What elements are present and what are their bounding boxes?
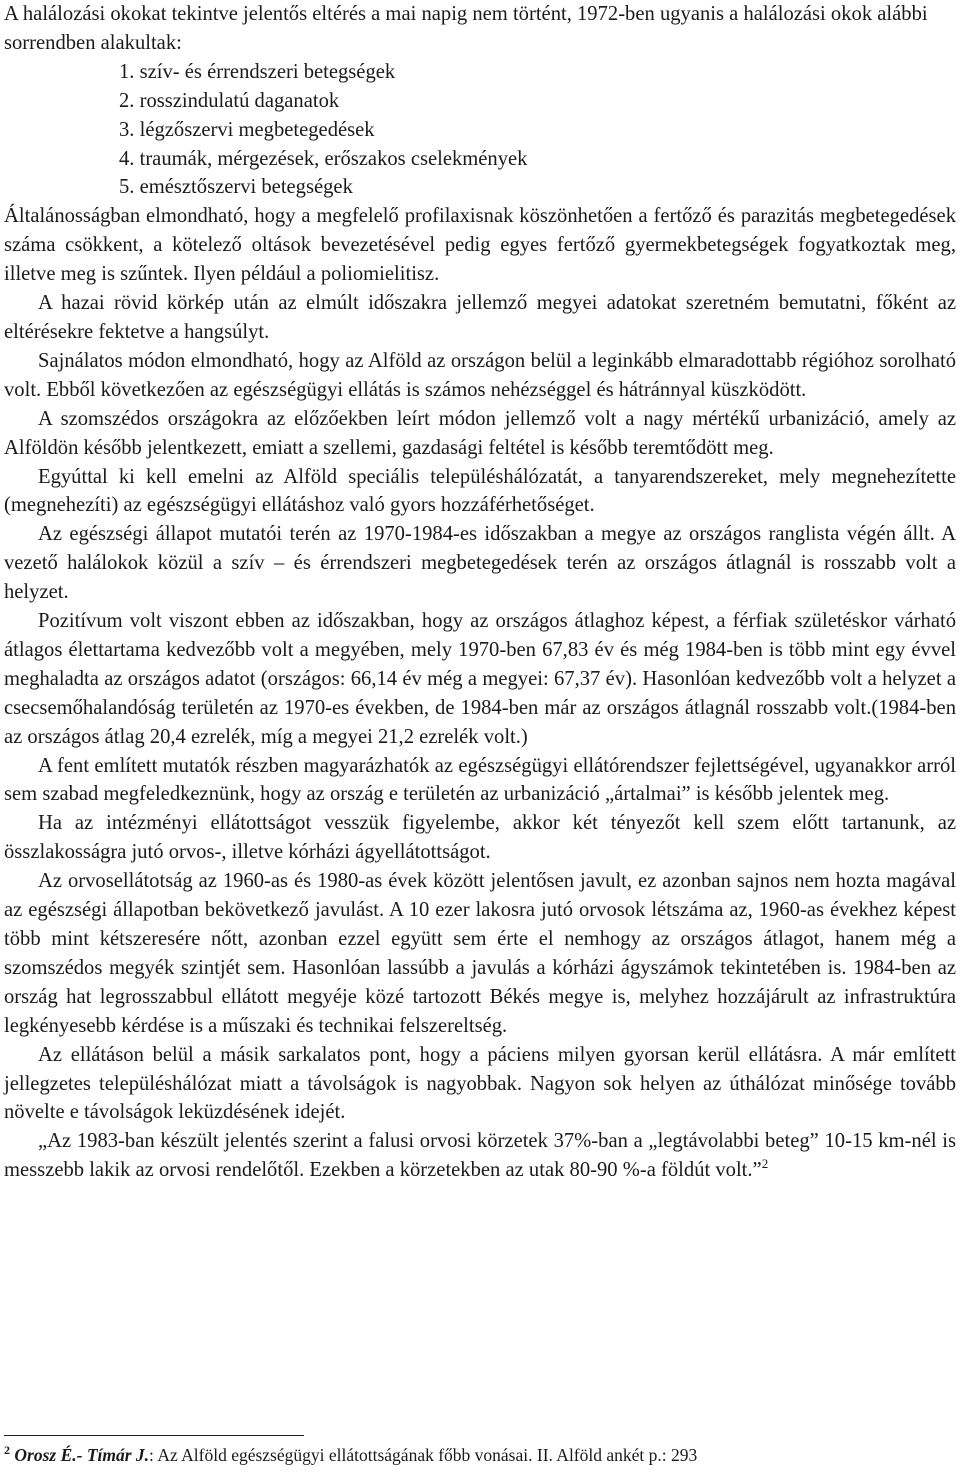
paragraph-orvosellatottsag: Az orvosellátotság az 1960-as és 1980-as évek között jelentősen javult, ez azonban sajnos nem hozta magával az egészségi állapotban bekövetkező javulást. A 10 ezer lakosra jutó orvosok létszáma az, 1960-as évekhez képest több mint kétszeresére nőtt, azonban ezzel együtt sem érte el nemhogy az országos átlagot, hanem még a szomszédos megyék szintjét sem. Hasonlóan lassúbb a javulás a kórházi ágyszámok tekintetében is. 1984-ben az ország hat legrosszabbul ellátott megyéje közé tartozott Békés megye is, melyhez hozzájárult az infrastruktúra legkényesebb kérdése is a műszaki és technikai felszereltség. (4, 870, 956, 1037)
paragraph-mutatok: A fent említett mutatók részben magyarázhatók az egészségügyi ellátórendszer fejlettségével, ugyanakkor arról sem szabad megfeledkeznünk, hogy az ország e területén az urbanizáció „ártalmai” is később jelentek meg. (4, 754, 956, 806)
paragraph-urbanizacio: A szomszédos országokra az előzőekben leírt módon jellemző volt a nagy mértékű urbanizáció, amely az Alföldön később jelentkezett, emiatt a szellemi, gazdasági feltétel is később teremtődött meg. (4, 407, 956, 459)
death-causes-list (4, 58, 956, 203)
list-item: 1. szív- és érrendszeri betegségek (119, 60, 396, 83)
footnote-reference[interactable]: 2 (761, 1156, 769, 1172)
paragraph-intezmenyi: Ha az intézményi ellátottságot vesszük figyelembe, akkor két tényezőt kell szem előtt tartanunk, az összlakosságra jutó orvos-, illetve kórházi ágyellátottságot. (4, 812, 956, 864)
list-item: 2. rosszindulatú daganatok (119, 89, 340, 112)
quote-text: „Az 1983-ban készült jelentés szerint a falusi orvosi körzetek 37%-ban a „legtávolabbi beteg” 10-15 km-nél is messzebb lakik az orvosi rendelőtől. Ezekben a körzetekben az utak 80-90 %-a földút volt.” (4, 1130, 956, 1182)
paragraph-korkep: A hazai rövid körkép után az elmúlt időszakra jellemző megyei adatokat szeretném bemutatni, főként az eltérésekre fektetve a hangsúlyt. (4, 292, 956, 343)
footnote-number: 2 (4, 1443, 10, 1458)
paragraph-profilaxis: Általánosságban elmondható, hogy a megfelelő profilaxisnak köszönhetően a fertőző és parazitás megbetegedések száma csökkent, a kötelező oltások bevezetésével pedig egyes fertőző gyermekbetegségek fogyatkoztak meg, illetve meg is szűntek. Ilyen például a poliomielitisz. (4, 205, 956, 286)
footnote (4, 1443, 934, 1467)
list-item: 5. emésztőszervi betegségek (119, 176, 353, 199)
footnote-divider (4, 1435, 304, 1436)
quote-paragraph (4, 1127, 956, 1185)
list-item: 4. traumák, mérgezések, erőszakos cselekmények (119, 147, 528, 170)
paragraph-alfold: Sajnálatos módon elmondható, hogy az Alföld az országon belül a leginkább elmaradottabb régióhoz sorolható volt. Ebből következően az egészségügyi ellátás is számos nehézséggel és hátránnyal küszködött. (4, 349, 956, 401)
list-item: 3. légzőszervi megbetegedések (119, 118, 375, 141)
paragraph-tanyarendszer: Egyúttal ki kell emelni az Alföld speciális településhálózatát, a tanyarendszereket, mely megnehezítette (megnehezíti) az egészségügyi ellátáshoz való gyors hozzáférhetőséget. (4, 465, 956, 517)
paragraph-pozitivum: Pozitívum volt viszont ebben az időszakban, hogy az országos átlaghoz képest, a férfiak születéskor várható átlagos élettartama kedvezőbb volt a megyében, mely 1970-ben 67,83 év és még 1984-ben is több mint egy évvel meghaladta az országos adatot (országos: 66,14 év még a megyei: 67,37 év). Hasonlóan kedvezőbb volt a helyzet a csecsemőhalandóság területén az 1970-es években, de 1984-ben már az országos átlagnál rosszabb volt.(1984-ben az országos átlag 20,4 ezrelék, míg a megyei 21,2 ezrelék volt.) (4, 610, 956, 748)
footnote-author: Orosz É.- Tímár J. (14, 1445, 150, 1465)
footnote-text: : Az Alföld egészségügyi ellátottságának főbb vonásai. II. Alföld ankét p.: 293 (149, 1445, 698, 1465)
paragraph-ellatas: Az ellátáson belül a másik sarkalatos pont, hogy a páciens milyen gyorsan kerül ellátásra. A már említett jellegzetes településhálózat miatt a távolságok is nagyobbak. Nagyon sok helyen az úthálózat minősége tovább növelte e távolságok leküzdésének idejét. (4, 1043, 956, 1124)
intro-paragraph: A halálozási okokat tekintve jelentős eltérés a mai napig nem történt, 1972-ben ugyanis a halálozási okok alábbi sorrendben alakultak: (4, 3, 928, 54)
paragraph-egeszsegi-allapot: Az egészségi állapot mutatói terén az 1970-1984-es időszakban a megye az országos ranglista végén állt. A vezető halálokok közül a szív – és érrendszeri megbetegedések terén az országos átlagnál is rosszabb volt a helyzet. (4, 523, 956, 604)
